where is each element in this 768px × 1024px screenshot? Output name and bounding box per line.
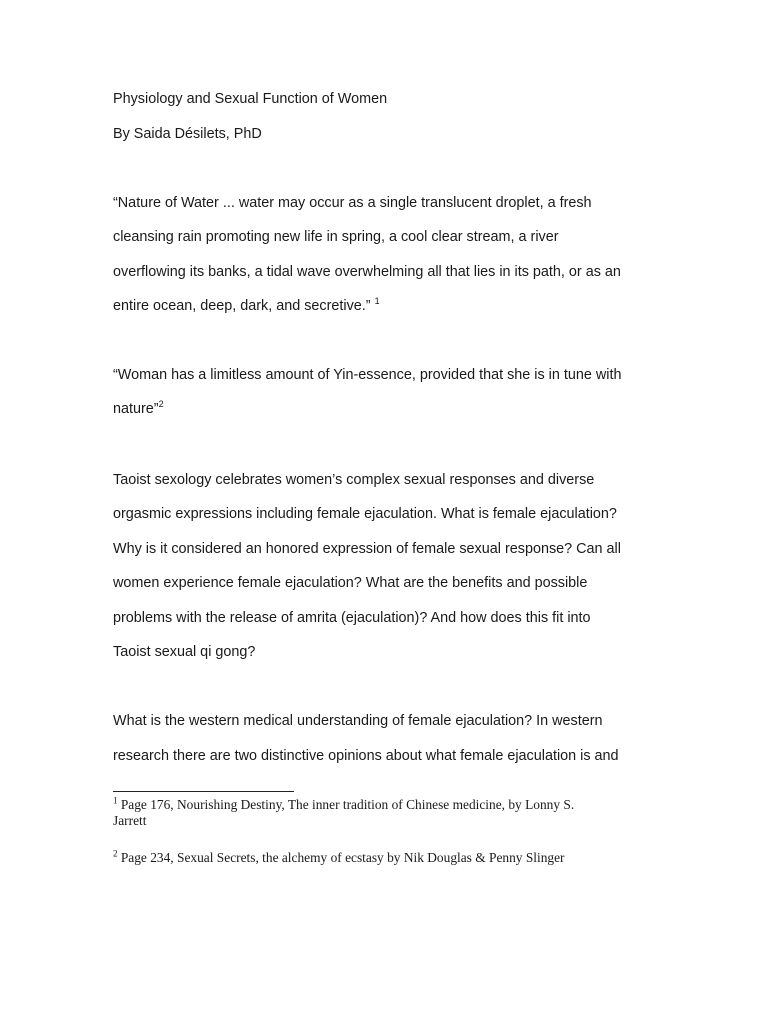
footnote-2-text: Page 234, Sexual Secrets, the alchemy of ecstasy by Nik Douglas & Penny Slinger [117,850,565,865]
paragraph1-line: women experience female ejaculation? What are the benefits and possible [113,575,588,591]
paragraph1-line: problems with the release of amrita (ejaculation)? And how does this fit into [113,610,591,626]
footnote-1 [113,797,574,813]
footnote-ref-1[interactable]: 1 [374,296,380,307]
quote2-line-last [113,400,164,418]
paragraph2-line: What is the western medical understanding of female ejaculation? In western [113,713,603,729]
paragraph1-line: Taoist sexology celebrates women’s complex sexual responses and diverse [113,472,595,488]
footnote-number-2: 2 [113,848,118,859]
author-line: By Saida Désilets, PhD [113,126,262,142]
quote1-line: “Nature of Water ... water may occur as a single translucent droplet, a fresh [113,195,592,211]
quote1-line-last [113,297,380,315]
quote1-line: cleansing rain promoting new life in spring, a cool clear stream, a river [113,229,559,245]
footnote-separator [113,791,294,792]
quote1-line: overflowing its banks, a tidal wave overwhelming all that lies in its path, or as an [113,264,621,280]
footnote-1-text: Page 176, Nourishing Destiny, The inner tradition of Chinese medicine, by Lonny S. [117,797,575,812]
paragraph1-line: orgasmic expressions including female ejaculation. What is female ejaculation? [113,506,617,522]
quote2-line: “Woman has a limitless amount of Yin-essence, provided that she is in tune with [113,367,622,383]
quote2-text: nature” [113,401,159,417]
footnote-number-1: 1 [113,795,118,806]
footnote-1-continuation: Jarrett [113,813,147,828]
paragraph1-line: Taoist sexual qi gong? [113,644,256,660]
footnote-ref-2[interactable]: 2 [158,399,164,410]
quote1-text: entire ocean, deep, dark, and secretive.” [113,298,375,314]
document-title: Physiology and Sexual Function of Women [113,91,388,107]
footnote-2 [113,850,565,866]
paragraph2-line: research there are two distinctive opinions about what female ejaculation is and [113,748,619,764]
paragraph1-line: Why is it considered an honored expression of female sexual response? Can all [113,541,621,557]
